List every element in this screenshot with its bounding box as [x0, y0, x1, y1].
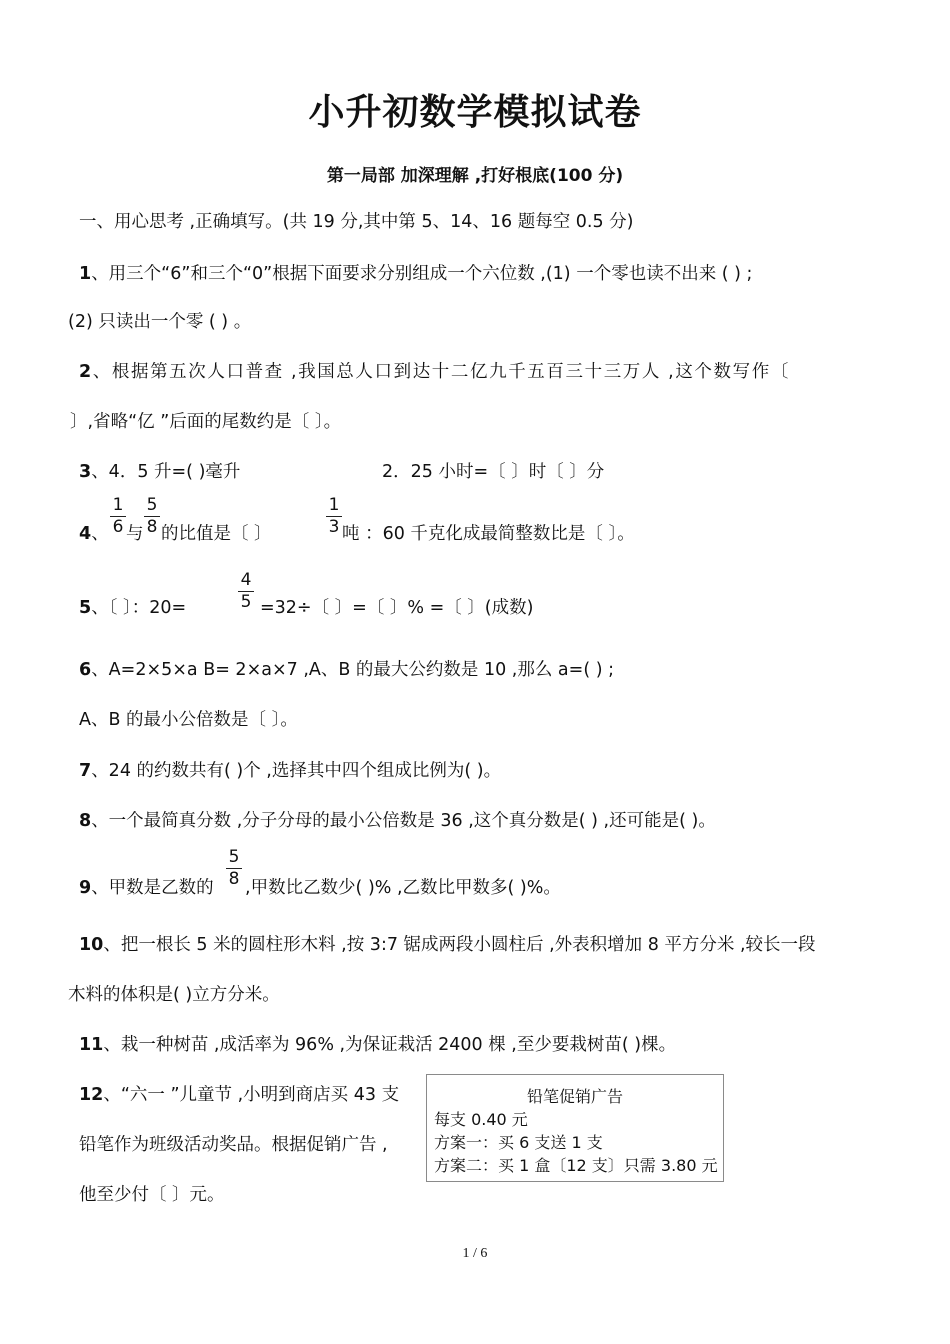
question-12-line3: 他至少付〔 〕元。 — [79, 1185, 225, 1205]
question-11: 11、栽一种树苗 ,成活率为 96% ,为保证栽活 2400 棵 ,至少要栽树苗( )棵。 — [79, 1035, 677, 1055]
question-3: 3、4．5 升=( )毫升 — [79, 462, 241, 482]
page-title: 小升初数学模拟试卷 — [308, 92, 642, 133]
question-number: 9 — [79, 878, 92, 898]
question-number: 7 — [79, 761, 92, 781]
question-number: 10 — [79, 935, 104, 955]
question-1-line2: (2) 只读出一个零 ( ) 。 — [68, 312, 252, 332]
question-10-line2: 木料的体积是( )立方分米。 — [68, 985, 280, 1005]
ad-line-price: 每支 0.40 元 — [434, 1110, 528, 1129]
question-6-line1: 6、A=2×5×a B= 2×a×7 ,A、B 的最大公约数是 10 ,那么 a=( ) ; — [79, 660, 614, 680]
question-number: 6 — [79, 660, 92, 680]
section-heading: 一、用心思考 ,正确填写。(共 19 分,其中第 5、14、16 题每空 0.5 分) — [79, 212, 634, 232]
question-number: 12 — [79, 1085, 104, 1105]
fraction-four-fifths: 4 5 — [238, 571, 254, 611]
question-4-text1: 的比值是〔 〕 — [161, 524, 272, 544]
question-9-text1: 9、甲数是乙数的 — [79, 878, 214, 898]
question-10-line1: 10、把一根长 5 米的圆柱形木料 ,按 3:7 锯成两段小圆柱后 ,外表积增加 8 平方分米 ,较长一段 — [79, 935, 816, 955]
question-number: 2 — [79, 362, 93, 382]
question-3-part2: 2．25 小时=〔 〕时〔 〕分 — [382, 462, 605, 482]
question-number: 3 — [79, 462, 92, 482]
fraction-one-sixth: 1 6 — [110, 496, 126, 536]
question-7: 7、24 的约数共有( )个 ,选择其中四个组成比例为( )。 — [79, 761, 502, 781]
question-4-number: 4、 — [79, 524, 109, 544]
question-5-text1: 5、〔 〕：20= — [79, 598, 187, 618]
part-subtitle: 第一局部 加深理解 ,打好根底(100 分) — [326, 166, 624, 186]
question-4-with: 与 — [126, 524, 144, 544]
fraction-one-third: 1 3 — [326, 496, 342, 536]
ad-line-plan-one: 方案一：买 6 支送 1 支 — [434, 1133, 603, 1152]
question-12-line2: 铅笔作为班级活动奖品。根据促销广告 , — [79, 1135, 388, 1155]
question-9-text2: ,甲数比乙数少( )% ,乙数比甲数多( )%。 — [245, 878, 561, 898]
fraction-five-eighths-q9: 5 8 — [226, 848, 242, 888]
question-1-line1: 1、用三个“6”和三个“0”根据下面要求分别组成一个六位数 ,(1) 一个零也读不出来 ( ) ; — [79, 264, 753, 284]
fraction-five-eighths: 5 8 — [144, 496, 160, 536]
question-number: 5 — [79, 598, 92, 618]
ad-line-plan-two: 方案二：买 1 盒〔12 支〕只需 3.80 元 — [434, 1156, 718, 1175]
question-number: 8 — [79, 811, 92, 831]
question-6-line2: A、B 的最小公倍数是〔 〕。 — [79, 710, 298, 730]
question-2-line1: 2、根据第五次人口普查 ,我国总人口到达十二亿九千五百三十三万人 ,这个数写作〔 — [79, 362, 790, 382]
question-number: 1 — [79, 264, 92, 284]
question-8: 8、一个最简真分数 ,分子分母的最小公倍数是 36 ,这个真分数是( ) ,还可能是( )。 — [79, 811, 716, 831]
question-2-line2: 〕,省略“亿 ”后面的尾数约是〔 〕。 — [70, 412, 342, 432]
question-4-text2: 吨 ：60 千克化成最简整数比是〔 〕。 — [342, 524, 635, 544]
question-12-line1: 12、“六一 ”儿童节 ,小明到商店买 43 支 — [79, 1085, 400, 1105]
page-number: 1 / 6 — [462, 1246, 488, 1261]
question-5-text2: =32÷〔 〕=〔 〕% =〔 〕(成数) — [260, 598, 534, 618]
ad-title: 铅笔促销广告 — [526, 1087, 623, 1106]
question-number: 11 — [79, 1035, 104, 1055]
promotion-ad-box — [426, 1074, 724, 1182]
